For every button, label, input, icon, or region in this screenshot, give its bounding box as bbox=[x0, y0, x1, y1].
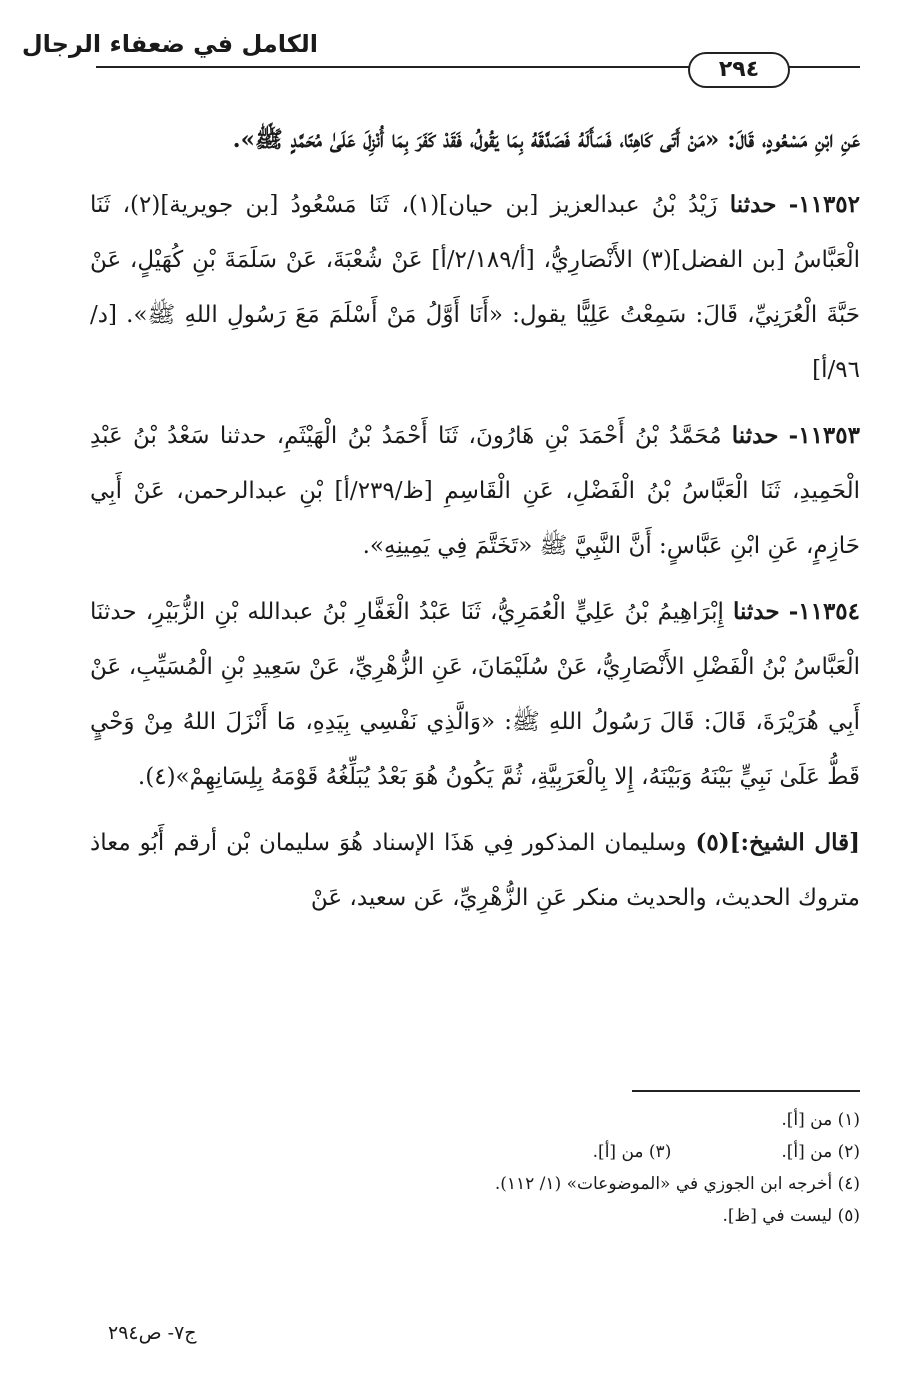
hadith-11353 bbox=[90, 408, 860, 574]
hadith-number: ١١٣٥٢- bbox=[788, 191, 861, 218]
footnote-2: (٢) من [أ]. bbox=[781, 1142, 860, 1162]
hadith-number: ١١٣٥٤- bbox=[788, 598, 861, 625]
footnotes bbox=[90, 1104, 860, 1232]
hadith-text: مُحَمَّدُ بْنُ أَحْمَدَ بْنِ هَارُونَ، ثَنَا أَحْمَدُ بْنُ الْهَيْثَمِ، حدثنا سَعْدُ بْنُ عَبْدِ الْحَمِيدِ، ثَنَا الْعَبَّاسُ بْنُ الْفَضْلِ، عَنِ الْقَاسِمِ [ظ/٢٣٩/أ] بْنِ عبدالرحمن، عَنْ أَبِي حَازِمٍ، عَنِ ابْنِ عَبَّاسٍ: أَنَّ النَّبِيَّ ﷺ «تَخَتَّمَ فِي يَمِينِهِ». bbox=[90, 423, 860, 559]
hadith-lead: حدثنا bbox=[731, 422, 779, 449]
volume-page-reference: ج٧- ص٢٩٤ bbox=[108, 1322, 197, 1344]
footnote-5: (٥) ليست في [ظ]. bbox=[722, 1206, 860, 1226]
footnote-3: (٣) من [أ]. bbox=[592, 1142, 672, 1162]
main-text bbox=[90, 112, 860, 936]
page-number: ٢٩٤ bbox=[688, 52, 790, 88]
hadith-text: إِبْرَاهِيمُ بْنُ عَلِيٍّ الْعُمَرِيُّ، ثَنَا عَبْدُ الْغَفَّارِ بْنُ عبدالله بْنِ الزُّبَيْرِ، حدثنَا الْعَبَّاسُ بْنُ الْفَضْلِ الأَنْصَارِيُّ، عَنْ سُلَيْمَانَ، عَنِ الزُّهْرِيِّ، عَنْ سَعِيدِ بْنِ الْمُسَيِّبِ، عَنْ أَبِي هُرَيْرَةَ، قَالَ: قَالَ رَسُولُ اللهِ ﷺ: «وَالَّذِي نَفْسِي بِيَدِهِ، مَا أَنْزَلَ اللهُ مِنْ وَحْيٍ قَطُّ عَلَىٰ نَبِيٍّ بَيْنَهُ وَبَيْنَهُ، إِلا بِالْعَرَبِيَّةِ، ثُمَّ يَكُونُ هُوَ بَعْدُ يُبَلِّغُهُ قَوْمَهُ بِلِسَانِهِمْ»(٤). bbox=[90, 599, 860, 790]
hadith-text: زَيْدُ بْنُ عبدالعزيز [بن حيان](١)، ثَنَا مَسْعُودُ [بن جويرية](٢)، ثَنَا الْعَبَّاسُ [بن الفضل](٣) الأَنْصَارِيُّ، [أ/٢/١٨٩/أ] عَنْ شُعْبَةَ، عَنْ سَلَمَةَ بْنِ كُهَيْلٍ، عَنْ حَبَّةَ الْعُرَنِيِّ، قَالَ: سَمِعْتُ عَلِيًّا يقول: «أَنَا أَوَّلُ مَنْ أَسْلَمَ مَعَ رَسُولِ اللهِ ﷺ». [د/٩٦/أ] bbox=[90, 192, 860, 383]
hadith-number: ١١٣٥٣- bbox=[788, 422, 860, 449]
commentary-lead: [قال الشيخ:](٥) bbox=[695, 829, 861, 856]
hadith-11352 bbox=[90, 177, 860, 398]
footnote-4: (٤) أخرجه ابن الجوزي في «الموضوعات» (١/ ١١٢). bbox=[494, 1174, 860, 1194]
footnote-row bbox=[90, 1136, 860, 1168]
commentary bbox=[90, 815, 860, 926]
hadith-11354 bbox=[90, 584, 860, 805]
footnote-rule bbox=[632, 1090, 860, 1092]
hadith-lead: حدثنا bbox=[729, 191, 777, 218]
paragraph-1: عَنِ ابْنِ مَسْعُودٍ، قَالَ: «مَنْ أَتَى كَاهِنًا، فَسَأَلَهُ فَصَدَّقَهُ بِمَا يَقُولُ، فَقَدْ كَفَرَ بِمَا أُنْزِلَ عَلَىٰ مُحَمَّدٍ ﷺ». bbox=[232, 126, 860, 153]
running-header-title: الكامل في ضعفاء الرجال bbox=[21, 30, 318, 58]
hadith-lead: حدثنا bbox=[732, 598, 780, 625]
commentary-text: وسليمان المذكور فِي هَذَا الإسناد هُوَ سليمان بْن أرقم أَبُو معاذ متروك الحديث، والحديث منكر عَنِ الزُّهْرِيِّ، عَن سعيد، عَنْ bbox=[90, 830, 860, 911]
footnote-1: (١) من [أ]. bbox=[781, 1110, 860, 1130]
